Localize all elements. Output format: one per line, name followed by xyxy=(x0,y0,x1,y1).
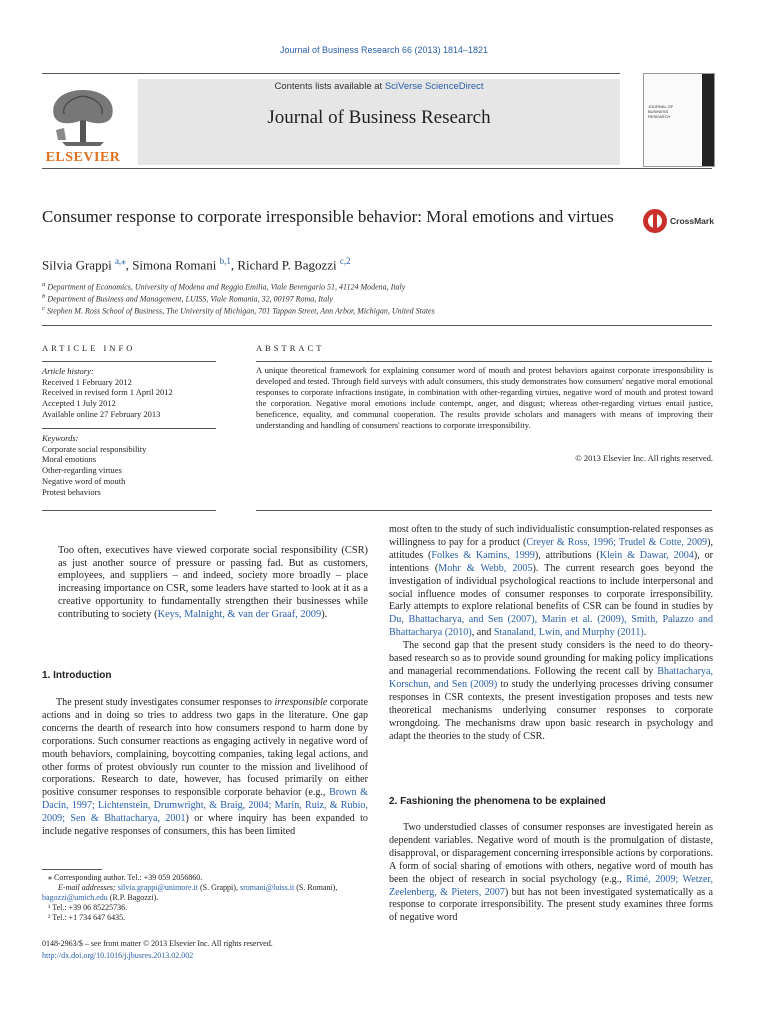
body-paragraph: The present study investigates consumer responses to irresponsible corporate actions and in doing so tries to address two gaps in the literature. One gap concerns the dearth of research into how consumers respond to harm done by corporations. Such consumer reactions as engaging actively in negative word of mouth behaviors, complaining, boycotting companies, taking legal actions, and other forms of protest obviously run counter to the mission and livelihood of corporations. Research to date, however, has focused primarily on either positive consumer responses to responsible corporate behavior (e.g., Brown & Dacin, 1997; Lichtenstein, Drumwright, & Braig, 2004; Marin, Ruiz, & Rubio, 2009; Sen & Bhattacharya, 2001) or where inquiry has been expanded to include negative responses of consumers, this has been limited xyxy=(42,697,369,838)
keywords: Keywords: Corporate social responsibility Moral emotions Other-regarding virtues Negative word of mouth Protest behaviors xyxy=(42,433,147,497)
affiliation: $^b$ Department of Business and Management, LUISS, Viale Romania, 32, 00197 Roma, Italy xyxy=(42,293,333,304)
author-affiliation-mark[interactable]: a,⁎ xyxy=(114,256,126,266)
divider xyxy=(42,168,712,169)
publisher-name: ELSEVIER xyxy=(45,150,121,165)
epigraph-quote: Too often, executives have viewed corporate social responsibility (CSR) as just another source of pressure or passing fad. But as customers, employees, and suppliers – and indeed, society more broadly – place increasing importance on CSR, some leaders have started to look at it as a creative opportunity to fundamentally strengthen their businesses while contributing to society (Keys, Malnight, & van der Graaf, 2009). xyxy=(58,545,368,620)
author-affiliation-mark[interactable]: b,1 xyxy=(219,256,231,266)
contents-line: Contents lists available at SciVerse ScienceDirect xyxy=(274,81,484,92)
citation-link[interactable]: Keys, Malnight, & van der Graaf, 2009 xyxy=(157,608,322,620)
keyword: Corporate social responsibility xyxy=(42,443,147,454)
divider xyxy=(42,325,712,326)
body-paragraph: most often to the study of such individualistic consumption-related responses as willingness to pay for a product (Creyer & Ross, 1996; Trudel & Cotte, 2009), attitudes (Folkes & Kamins, 1999), attributions (Klein & Dawar, 2004), or intentions (Mohr & Webb, 2005). The current research goes beyond the investigation of individual psychological reactions to include interpersonal and social influence modes of consumer responses to corporate irresponsibility. Early attempts to explore relational benefits of CSR can be found in studies by Du, Bhattacharya, and Sen (2007), Marin et al. (2009), Smith, Palazzo and Bhattacharya (2010), and Stanaland, Lwin, and Murphy (2011). The second gap that the present study considers is the need to do theory-based research so as to provide sound grounding for making policy implications and managerial recommendations. Following the recent call by Bhattacharya, Korschun, and Sen (2009) to study the underlying processes driving consumer responses in CSR contexts, the present investigation proposes and tests new theoretical mechanisms underlying consumer responses to corporate wrongdoing. The mechanisms draw upon basic research in psychology and adapt the theories to the study of CSR. xyxy=(389,524,713,742)
divider xyxy=(42,510,216,511)
crossmark-badge[interactable] xyxy=(642,208,720,234)
email-link[interactable]: bagozzi@umich.edu xyxy=(42,893,108,902)
author-name[interactable]: Silvia Grappi xyxy=(42,257,112,273)
citation-link[interactable]: Folkes & Kamins, 1999 xyxy=(431,549,535,561)
citation-link[interactable]: Mohr & Webb, 2005 xyxy=(438,562,533,574)
footnotes: ⁎ Corresponding author. Tel.: +39 059 2056860. E-mail addresses: silvia.grappi@unimore.it (S. Grappi), sromani@luiss.it (S. Romani), bagozzi@umich.edu (R.P. Bagozzi). ¹ Tel.: +39 06 85225736. ² Tel.: +1 734 647 6435. xyxy=(42,873,338,922)
journal-title: Journal of Business Research xyxy=(267,107,491,128)
article-history: Article history: Received 1 February 2012 Received in revised form 1 April 2012 Accepted 1 July 2012 Available online 27 February 2013 xyxy=(42,366,173,419)
journal-citation[interactable]: Journal of Business Research 66 (2013) 1814–1821 xyxy=(279,45,489,55)
journal-cover-thumbnail[interactable] xyxy=(643,73,715,167)
keyword: Negative word of mouth xyxy=(42,475,126,486)
divider xyxy=(42,361,216,362)
divider xyxy=(256,510,712,511)
cover-spine xyxy=(702,74,714,166)
author-name[interactable]: Simona Romani xyxy=(132,257,217,273)
divider xyxy=(42,428,216,429)
body-paragraph: Two understudied classes of consumer responses are investigated herein as dependent variables. Negative word of mouth is the promulgation of distaste, disapproval, or disparagement concerning irresponsible actions by corporations. A form of social sharing of emotions with others, negative word of mouth has been the object of research in social psychology (e.g., Rimé, 2009; Wetzer, Zeelenberg, & Pieters, 2007) but has not been investigated systematically as a response to corporate irresponsibility. The present study examines three forms of negative word xyxy=(389,822,713,924)
abstract-heading: ABSTRACT xyxy=(256,343,325,353)
divider xyxy=(256,361,712,362)
author-list: Silvia Grappi $^{a,⁎}$, Simona Romani $^{b,1}$, Richard P. Bagozzi $^{c,2}$ xyxy=(42,256,351,273)
footnote-divider xyxy=(42,869,102,870)
journal-banner xyxy=(138,79,620,165)
keyword: Protest behaviors xyxy=(42,486,101,497)
author-affiliation-mark[interactable]: c,2 xyxy=(339,256,351,266)
section-heading: 1. Introduction xyxy=(42,670,112,681)
citation-link[interactable]: Rimé, 2009; Wetzer, Zeelenberg, & Pieters, 2007 xyxy=(389,873,713,898)
citation-link[interactable]: Stanaland, Lwin, and Murphy (2011) xyxy=(493,627,644,639)
cover-title: JOURNAL OF BUSINESS RESEARCH xyxy=(648,104,674,119)
keyword: Moral emotions xyxy=(42,454,97,465)
affiliation: $^a$ Department of Economics, University of Modena and Reggio Emilia, Viale Berengario 51, 41124 Modena, Italy xyxy=(42,281,406,292)
author-name[interactable]: Richard P. Bagozzi xyxy=(237,257,337,273)
keyword: Other-regarding virtues xyxy=(42,465,122,476)
citation-link[interactable]: Klein & Dawar, 2004 xyxy=(599,549,694,561)
citation-link[interactable]: Bhattacharya, Korschun, and Sen (2009) xyxy=(389,665,713,690)
abstract-text: A unique theoretical framework for explaining consumer word of mouth and protest behaviors against corporate irresponsibility is developed and tested. Through field surveys with adult consumers, this study demonstrates how consumers' negative moral emotional responses to corporate infractions instigate, in combination with other-regarding virtues, negative word of mouth and protest toward the corporation. Negative moral emotions include contempt, anger, and disgust; whereas other-regarding virtues entail justice, beneficence, equality, and communal cooperation. The results provide scholars and managers with means of improving their understanding and handling of consumers' reactions to corporate irresponsibility. xyxy=(256,365,713,430)
copyright: © 2013 Elsevier Inc. All rights reserved. xyxy=(575,453,713,463)
email-link[interactable]: silvia.grappi@unimore.it xyxy=(117,883,198,892)
citation-link[interactable]: Brown & Dacin, 1997; Lichtenstein, Drumwright, & Braig, 2004; Marin, Ruiz, & Rubio, 2009; Sen & Bhattacharya, 2001 xyxy=(42,787,369,825)
front-matter: 0148-2963/$ – see front matter © 2013 Elsevier Inc. All rights reserved. http://dx.doi.org/10.1016/j.jbusres.2013.02.002 xyxy=(42,939,273,960)
crossmark-icon xyxy=(642,208,668,234)
divider xyxy=(42,73,620,74)
crossmark-label: CrossMark xyxy=(670,216,714,226)
citation-link[interactable]: Creyer & Ross, 1996; Trudel & Cotte, 2009 xyxy=(526,536,708,548)
affiliation: $^c$ Stephen M. Ross School of Business, The University of Michigan, 701 Tappan Street, Ann Arbor, Michigan, United States xyxy=(42,305,435,316)
section-heading: 2. Fashioning the phenomena to be explained xyxy=(389,796,606,807)
citation-link[interactable]: Du, Bhattacharya, and Sen (2007), Marin et al. (2009), Smith, Palazzo and Bhattacharya (2010) xyxy=(389,614,713,639)
article-info-heading: ARTICLE INFO xyxy=(42,343,136,353)
email-link[interactable]: sromani@luiss.it xyxy=(239,883,295,892)
doi-link[interactable]: http://dx.doi.org/10.1016/j.jbusres.2013.02.002 xyxy=(42,951,194,960)
sciencedirect-link[interactable]: SciVerse ScienceDirect xyxy=(384,81,484,92)
article-title: Consumer response to corporate irresponsible behavior: Moral emotions and virtues xyxy=(42,207,614,226)
